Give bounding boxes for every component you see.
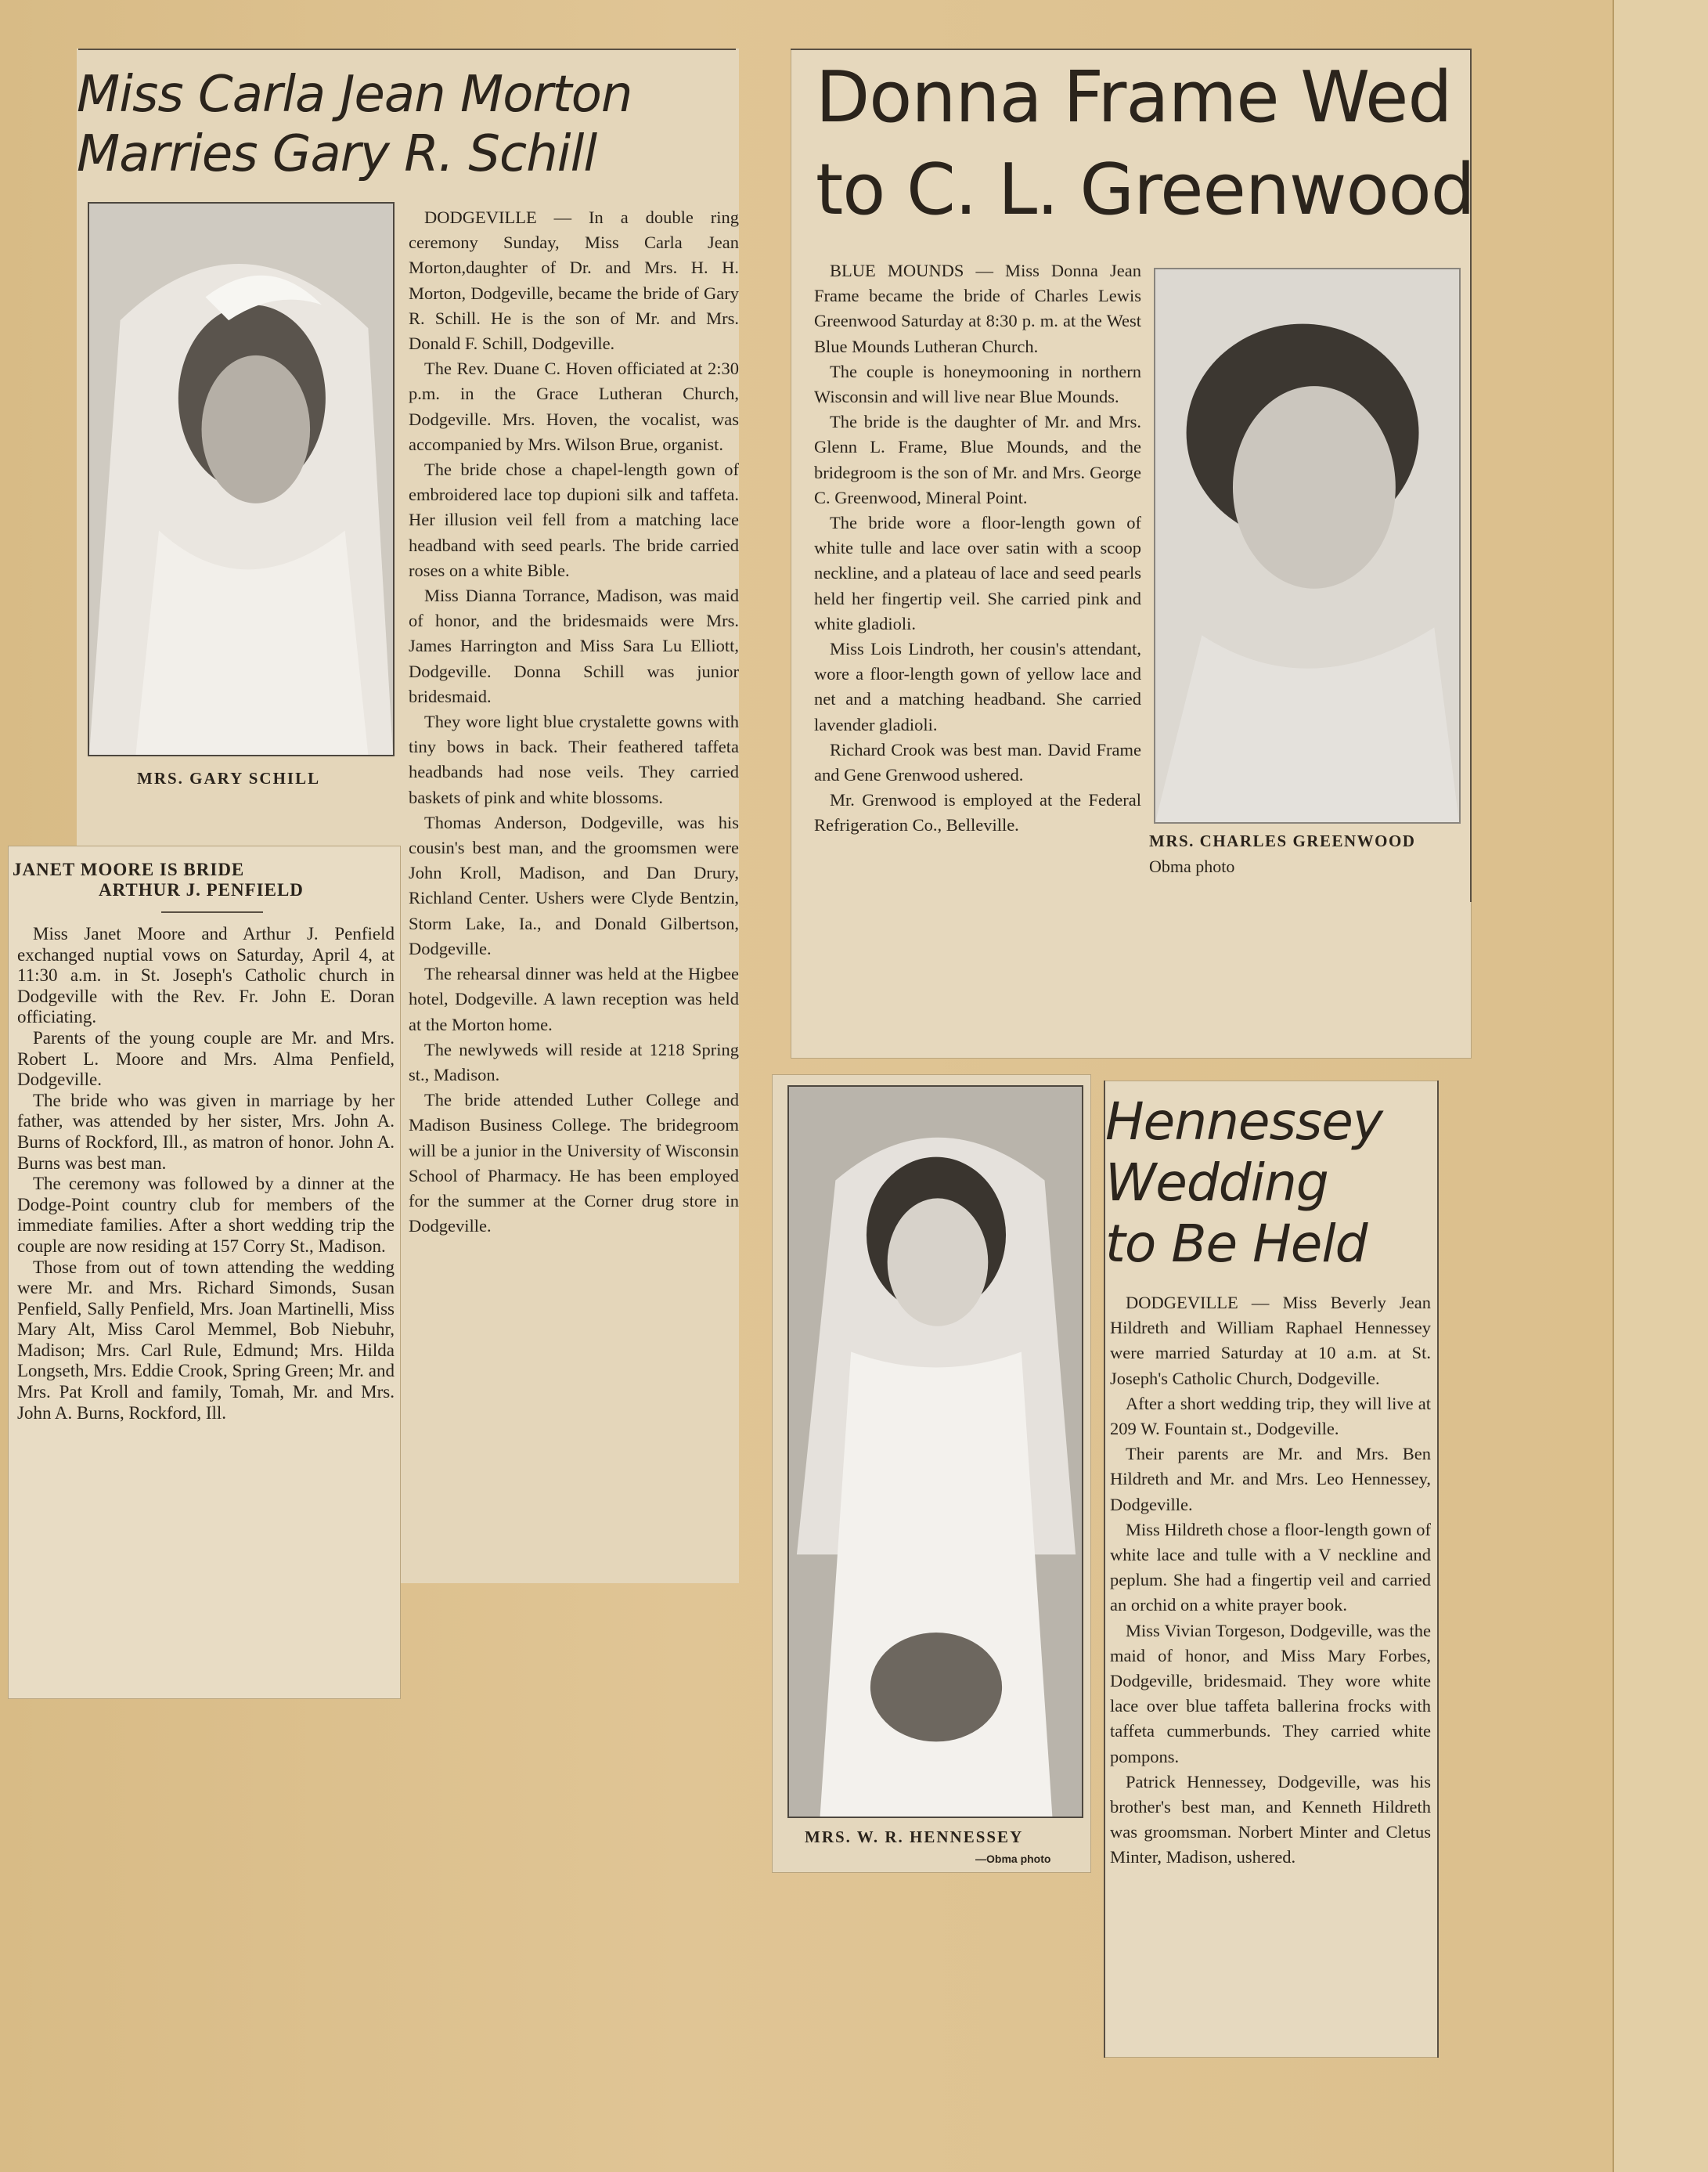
- paragraph: Miss Lois Lindroth, her cousin's attendant, wore a floor-length gown of yellow lace and net and a matching headband. She carried lavender gladioli.: [814, 639, 1141, 734]
- greenwood-photo-caption: MRS. CHARLES GREENWOOD: [1149, 832, 1416, 850]
- frame-headline-1: Donna Frame Wed: [816, 56, 1452, 139]
- morton-article-body: [409, 205, 739, 1239]
- paragraph: DODGEVILLE — In a double ring ceremony Sunday, Miss Carla Jean Morton,daughter of Dr. and Mrs. H. H. Morton, Dodgeville, became the bride of Gary R. Schill. He is the son of Mr. and Mrs. Donald F. Schill, Dodgeville.: [409, 207, 739, 354]
- paragraph: The bride who was given in marriage by her father, was attended by her sister, Mrs. John A. Burns of Rockford, Ill., as matron of honor. John A. Burns was best man.: [17, 1090, 395, 1173]
- paragraph: They wore light blue crystalette gowns with tiny bows in back. Their feathered taffeta headbands had nose veils. They carried baskets of pink and white blossoms.: [409, 712, 739, 807]
- moore-headline-2: ARTHUR J. PENFIELD: [99, 880, 304, 900]
- hennessey-headline-3: to Be Held: [1105, 1214, 1367, 1274]
- hennessey-right-rule: [1437, 1081, 1439, 2058]
- paragraph: Their parents are Mr. and Mrs. Ben Hildreth and Mr. and Mrs. Leo Hennessey, Dodgeville.: [1110, 1444, 1431, 1514]
- hennessey-headline-2: Wedding: [1105, 1153, 1328, 1213]
- moore-headline-rule: [161, 911, 263, 913]
- hennessey-photo-caption: MRS. W. R. HENNESSEY: [805, 1827, 1024, 1846]
- hennessey-headline-1: Hennessey: [1105, 1091, 1382, 1152]
- paragraph: The bride is the daughter of Mr. and Mrs. Glenn L. Frame, Blue Mounds, and the bridegroom is the son of Mr. and Mrs. George C. Greenwood, Mineral Point.: [814, 412, 1141, 507]
- hennessey-photo-credit: —Obma photo: [975, 1853, 1051, 1865]
- schill-bride-photo: [88, 202, 395, 756]
- hennessey-bride-photo: [787, 1085, 1083, 1818]
- morton-headline-2: Marries Gary R. Schill: [77, 125, 597, 183]
- paragraph: Richard Crook was best man. David Frame and Gene Grenwood ushered.: [814, 739, 1141, 785]
- paragraph: The ceremony was followed by a dinner at the Dodge-Point country club for members of the immediate families. After a short wedding trip the couple are now residing at 157 Corry St., Madison.: [17, 1174, 395, 1256]
- bride-portrait-image: [1155, 269, 1459, 822]
- paragraph: Patrick Hennessey, Dodgeville, was his brother's best man, and Kenneth Hildreth was groomsman. Norbert Minter and Cletus Minter, Madison, ushered.: [1110, 1771, 1431, 1867]
- paragraph: The bride attended Luther College and Madison Business College. The bridegroom will be a junior in the University of Wisconsin School of Pharmacy. He has been employed for the summer at the Corner drug store in Dodgeville.: [409, 1090, 739, 1236]
- paragraph: Thomas Anderson, Dodgeville, was his cousin's best man, and the groomsmen were John Kroll, Madison, and Dan Drury, Richland Center. Ushers were Clyde Bentzin, Storm Lake, Ia., and Donald Gilbertson, Dodgeville.: [409, 812, 739, 958]
- paragraph: Miss Vivian Torgeson, Dodgeville, was the maid of honor, and Miss Mary Forbes, Dodgeville, bridesmaid. They wore white lace over blue taffeta ballerina frocks with taffeta cummerbunds. They carried white pompons.: [1110, 1620, 1431, 1766]
- paragraph: The couple is honeymooning in northern Wisconsin and will live near Blue Mounds.: [814, 361, 1141, 407]
- paragraph: The newlyweds will reside at 1218 Spring st., Madison.: [409, 1039, 739, 1084]
- frame-article-body: [814, 258, 1141, 839]
- paragraph: Mr. Grenwood is employed at the Federal Refrigeration Co., Belleville.: [814, 790, 1141, 835]
- morton-headline-1: Miss Carla Jean Morton: [77, 66, 632, 124]
- frame-top-rule: [791, 49, 1472, 50]
- moore-headline-1: JANET MOORE IS BRIDE: [13, 860, 245, 879]
- greenwood-photo-credit: Obma photo: [1149, 857, 1235, 876]
- bride-portrait-image: [89, 204, 393, 755]
- paragraph: Miss Hildreth chose a floor-length gown of white lace and tulle with a V neckline and peplum. She had a fingertip veil and carried an orchid on a white prayer book.: [1110, 1519, 1431, 1615]
- paragraph: The bride wore a floor-length gown of white tulle and lace over satin with a scoop neckline, and a plateau of lace and seed pearls held her fingertip veil. She carried pink and white gladioli.: [814, 513, 1141, 633]
- greenwood-bride-photo: [1154, 268, 1461, 824]
- paragraph: Miss Dianna Torrance, Madison, was maid of honor, and the bridesmaids were Mrs. James Harrington and Miss Sara Lu Elliott, Dodgeville. Donna Schill was junior bridesmaid.: [409, 586, 739, 706]
- paragraph: Miss Janet Moore and Arthur J. Penfield exchanged nuptial vows on Saturday, April 4, at 11:30 a.m. in St. Joseph's Catholic church in Dodgeville with the Rev. Fr. John E. Doran officiating.: [17, 924, 395, 1027]
- frame-headline-2: to C. L. Greenwood: [816, 149, 1475, 231]
- page-edge: [1613, 0, 1708, 2172]
- paragraph: DODGEVILLE — Miss Beverly Jean Hildreth and William Raphael Hennessey were married Saturday at 10 a.m. at St. Joseph's Catholic Church, Dodgeville.: [1110, 1293, 1431, 1388]
- hennessey-article-body: [1110, 1290, 1431, 1871]
- paragraph: The bride chose a chapel-length gown of embroidered lace top dupioni silk and taffeta. Her illusion veil fell from a matching lace headband with seed pearls. The bride carried roses on a white Bible.: [409, 460, 739, 580]
- paragraph: The rehearsal dinner was held at the Higbee hotel, Dodgeville. A lawn reception was held at the Morton home.: [409, 964, 739, 1034]
- bride-portrait-image: [789, 1087, 1082, 1817]
- paragraph: Parents of the young couple are Mr. and Mrs. Robert L. Moore and Mrs. Alma Penfield, Dodgeville.: [17, 1027, 395, 1090]
- top-rule: [78, 49, 736, 50]
- paragraph: Those from out of town attending the wedding were Mr. and Mrs. Richard Simonds, Susan Penfield, Sally Penfield, Mrs. Joan Martinelli, Miss Mary Alt, Miss Carol Memmel, Bob Niebuhr, Madison; Mrs. Carl Rule, Edmund; Mrs. Hilda Longseth, Mrs. Eddie Crook, Spring Green; Mr. and Mrs. Pat Kroll and family, Tomah, Mr. and Mrs. John A. Burns, Rockford, Ill.: [17, 1257, 395, 1423]
- paragraph: BLUE MOUNDS — Miss Donna Jean Frame became the bride of Charles Lewis Greenwood Saturday at 8:30 p. m. at the West Blue Mounds Lutheran Church.: [814, 261, 1141, 356]
- moore-article-body: [17, 924, 395, 1423]
- paragraph: After a short wedding trip, they will live at 209 W. Fountain st., Dodgeville.: [1110, 1393, 1431, 1439]
- schill-photo-caption: MRS. GARY SCHILL: [137, 769, 321, 788]
- paragraph: The Rev. Duane C. Hoven officiated at 2:30 p.m. in the Grace Lutheran Church, Dodgeville. Mrs. Hoven, the vocalist, was accompanied by Mrs. Wilson Brue, organist.: [409, 359, 739, 454]
